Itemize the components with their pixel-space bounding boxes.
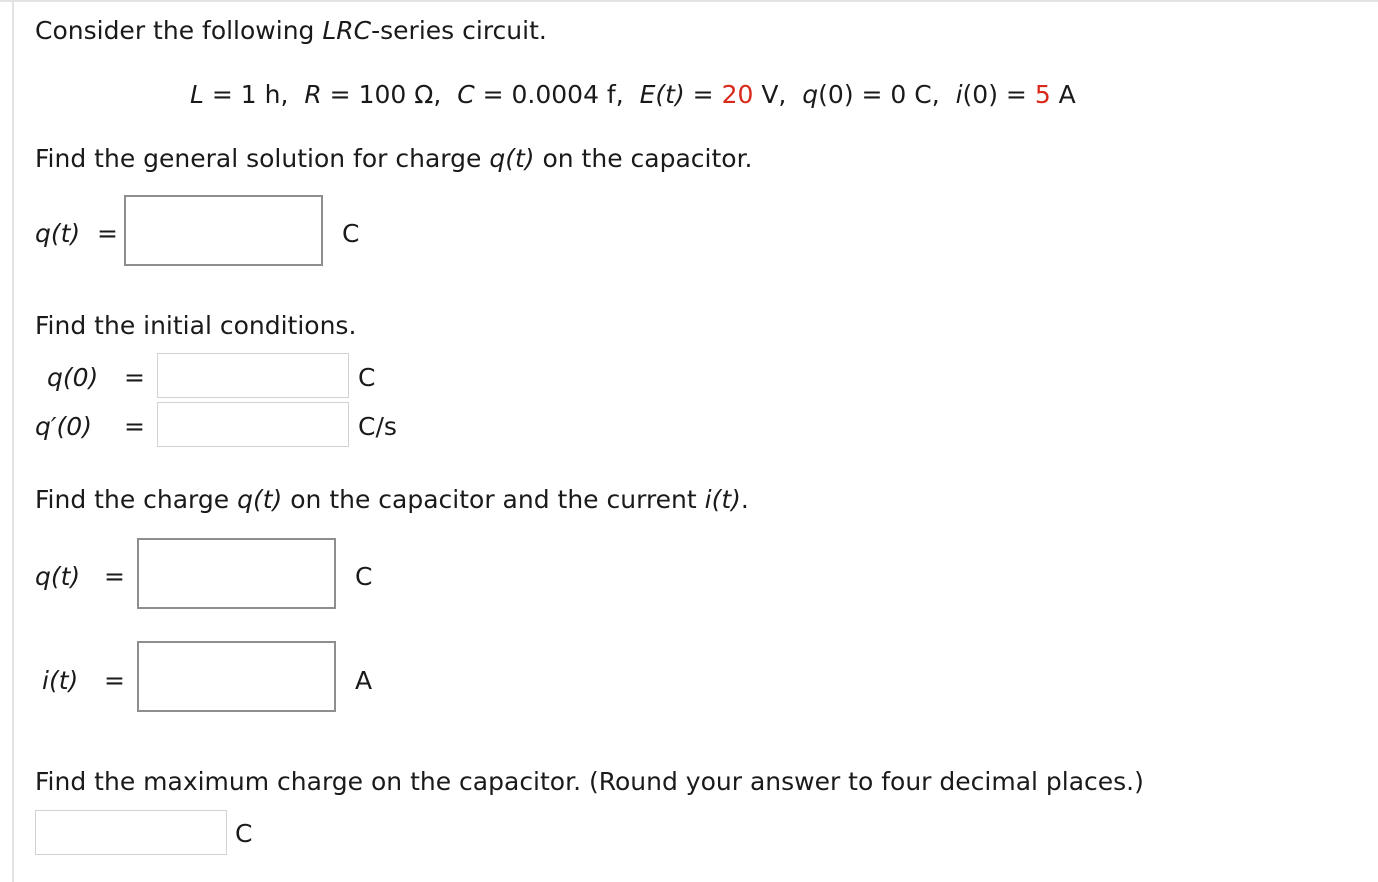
param-q0-symbol: q <box>802 80 819 109</box>
current-i-input[interactable] <box>137 641 336 712</box>
param-c-symbol: C <box>457 80 475 109</box>
current-i-equals: = <box>104 666 125 695</box>
general-q-label: q(t) <box>35 219 81 248</box>
general-q-equals: = <box>97 219 118 248</box>
max-charge-input[interactable] <box>35 810 227 855</box>
general-q-input[interactable] <box>124 195 323 266</box>
param-c-value: = 0.0004 f, <box>482 80 624 109</box>
prompt-var: q(t) <box>489 144 535 173</box>
param-i0-arg: (0) = <box>962 80 1027 109</box>
content-left-border <box>12 0 14 882</box>
content-top-border <box>0 0 1378 2</box>
general-solution-prompt <box>35 143 753 175</box>
q0-unit: C <box>358 363 376 392</box>
prompt-part: . <box>740 485 749 514</box>
param-e-symbol: E(t) <box>639 80 685 109</box>
param-e-unit: V, <box>761 80 787 109</box>
param-l-value: = 1 h, <box>211 80 289 109</box>
prompt-var-i: i(t) <box>704 485 741 514</box>
param-q0-value: (0) = 0 C, <box>818 80 940 109</box>
intro-text <box>35 15 547 47</box>
current-i-label: i(t) <box>42 666 79 695</box>
current-i-unit: A <box>355 666 373 695</box>
prompt-part: on the capacitor and the current <box>282 485 705 514</box>
charge-current-prompt <box>35 484 749 516</box>
circuit-type: LRC <box>322 16 372 45</box>
q0-input[interactable] <box>157 353 349 398</box>
qprime0-unit: C/s <box>358 412 397 441</box>
param-i0-unit: A <box>1058 80 1076 109</box>
param-e-value: 20 <box>721 80 754 109</box>
param-i0-value: 5 <box>1034 80 1051 109</box>
param-e-eq: = <box>692 80 714 109</box>
param-i0-symbol: i <box>955 80 963 109</box>
q0-label: q(0) <box>47 363 99 392</box>
circuit-parameters <box>190 79 1076 111</box>
prompt-part: Find the general solution for charge <box>35 144 490 173</box>
charge-q-input[interactable] <box>137 538 336 609</box>
prompt-var-q: q(t) <box>237 485 283 514</box>
qprime0-label: q′(0) <box>35 412 92 441</box>
prompt-part: on the capacitor. <box>534 144 753 173</box>
prompt-part: Find the charge <box>35 485 238 514</box>
charge-q-equals: = <box>104 562 125 591</box>
max-charge-unit: C <box>235 819 253 848</box>
param-r-symbol: R <box>304 80 322 109</box>
max-charge-prompt: Find the maximum charge on the capacitor. (Round your answer to four decimal places.) <box>35 767 1144 796</box>
qprime0-equals: = <box>124 412 145 441</box>
charge-q-unit: C <box>355 562 373 591</box>
qprime0-input[interactable] <box>157 402 349 447</box>
q0-equals: = <box>124 363 145 392</box>
charge-q-label: q(t) <box>35 562 81 591</box>
intro-text-after: -series circuit. <box>371 16 547 45</box>
param-r-value: = 100 Ω, <box>329 80 442 109</box>
initial-conditions-prompt: Find the initial conditions. <box>35 311 357 340</box>
general-q-unit: C <box>342 219 360 248</box>
param-l-symbol: L <box>190 80 204 109</box>
intro-text-part: Consider the following <box>35 16 323 45</box>
